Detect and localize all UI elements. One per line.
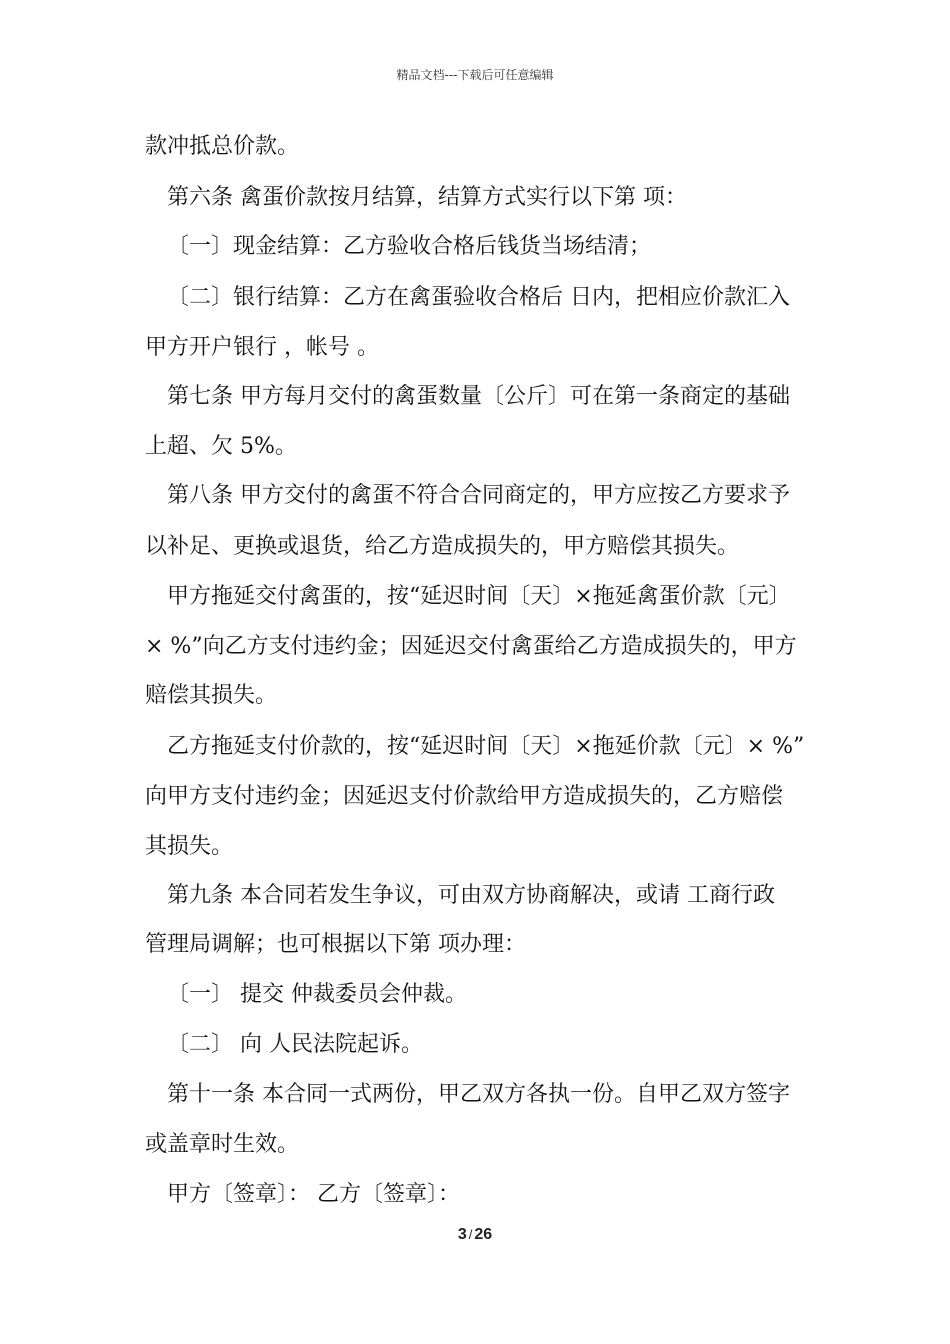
text-line: 其损失。	[145, 834, 234, 859]
text-line: 赔偿其损失。	[145, 683, 278, 708]
text-line: 或盖章时生效。	[145, 1132, 300, 1157]
text-line: 〔一〕 提交 仲裁委员会仲裁。	[167, 982, 467, 1007]
text-line: 第十一条 本合同一式两份，甲乙双方各执一份。自甲乙双方签字	[167, 1082, 790, 1107]
total-pages: 26	[474, 1226, 493, 1243]
text-line: 款冲抵总价款。	[145, 134, 300, 159]
text-line: 第七条 甲方每月交付的禽蛋数量〔公斤〕可在第一条商定的基础	[167, 384, 790, 409]
text-line: 甲方开户银行 ，帐号 。	[145, 335, 379, 360]
text-line: 第九条 本合同若发生争议，可由双方协商解决，或请 工商行政	[167, 883, 775, 908]
text-line: 甲方拖延交付禽蛋的，按“延迟时间〔天〕×拖延禽蛋价款〔元〕	[167, 584, 791, 609]
text-line: × %”向乙方支付违约金；因延迟交付禽蛋给乙方造成损失的，甲方	[145, 634, 797, 659]
page-number	[0, 1226, 950, 1244]
text-line: 〔一〕现金结算：乙方验收合格后钱货当场结清；	[167, 234, 652, 259]
text-line: 第八条 甲方交付的禽蛋不符合合同商定的，甲方应按乙方要求予	[167, 483, 790, 508]
text-line: 管理局调解；也可根据以下第 项办理：	[145, 932, 526, 957]
text-line: 〔二〕银行结算：乙方在禽蛋验收合格后 日内，把相应价款汇入	[167, 285, 790, 310]
text-line: 第六条 禽蛋价款按月结算，结算方式实行以下第 项：	[167, 185, 687, 210]
text-line: 上超、欠 5%。	[145, 434, 297, 459]
page-header: 精品文档---下载后可任意编辑	[396, 68, 554, 82]
text-line: 向甲方支付违约金；因延迟支付价款给甲方造成损失的，乙方赔偿	[145, 784, 784, 809]
text-line: 以补足、更换或退货，给乙方造成损失的，甲方赔偿其损失。	[145, 534, 740, 559]
current-page: 3	[457, 1226, 467, 1243]
text-line: 甲方〔签章〕： 乙方〔签章〕：	[167, 1182, 460, 1207]
page-separator: /	[468, 1227, 473, 1242]
text-line: 乙方拖延支付价款的，按“延迟时间〔天〕×拖延价款〔元〕× %”	[167, 734, 805, 759]
text-line: 〔二〕 向 人民法院起诉。	[167, 1032, 423, 1057]
